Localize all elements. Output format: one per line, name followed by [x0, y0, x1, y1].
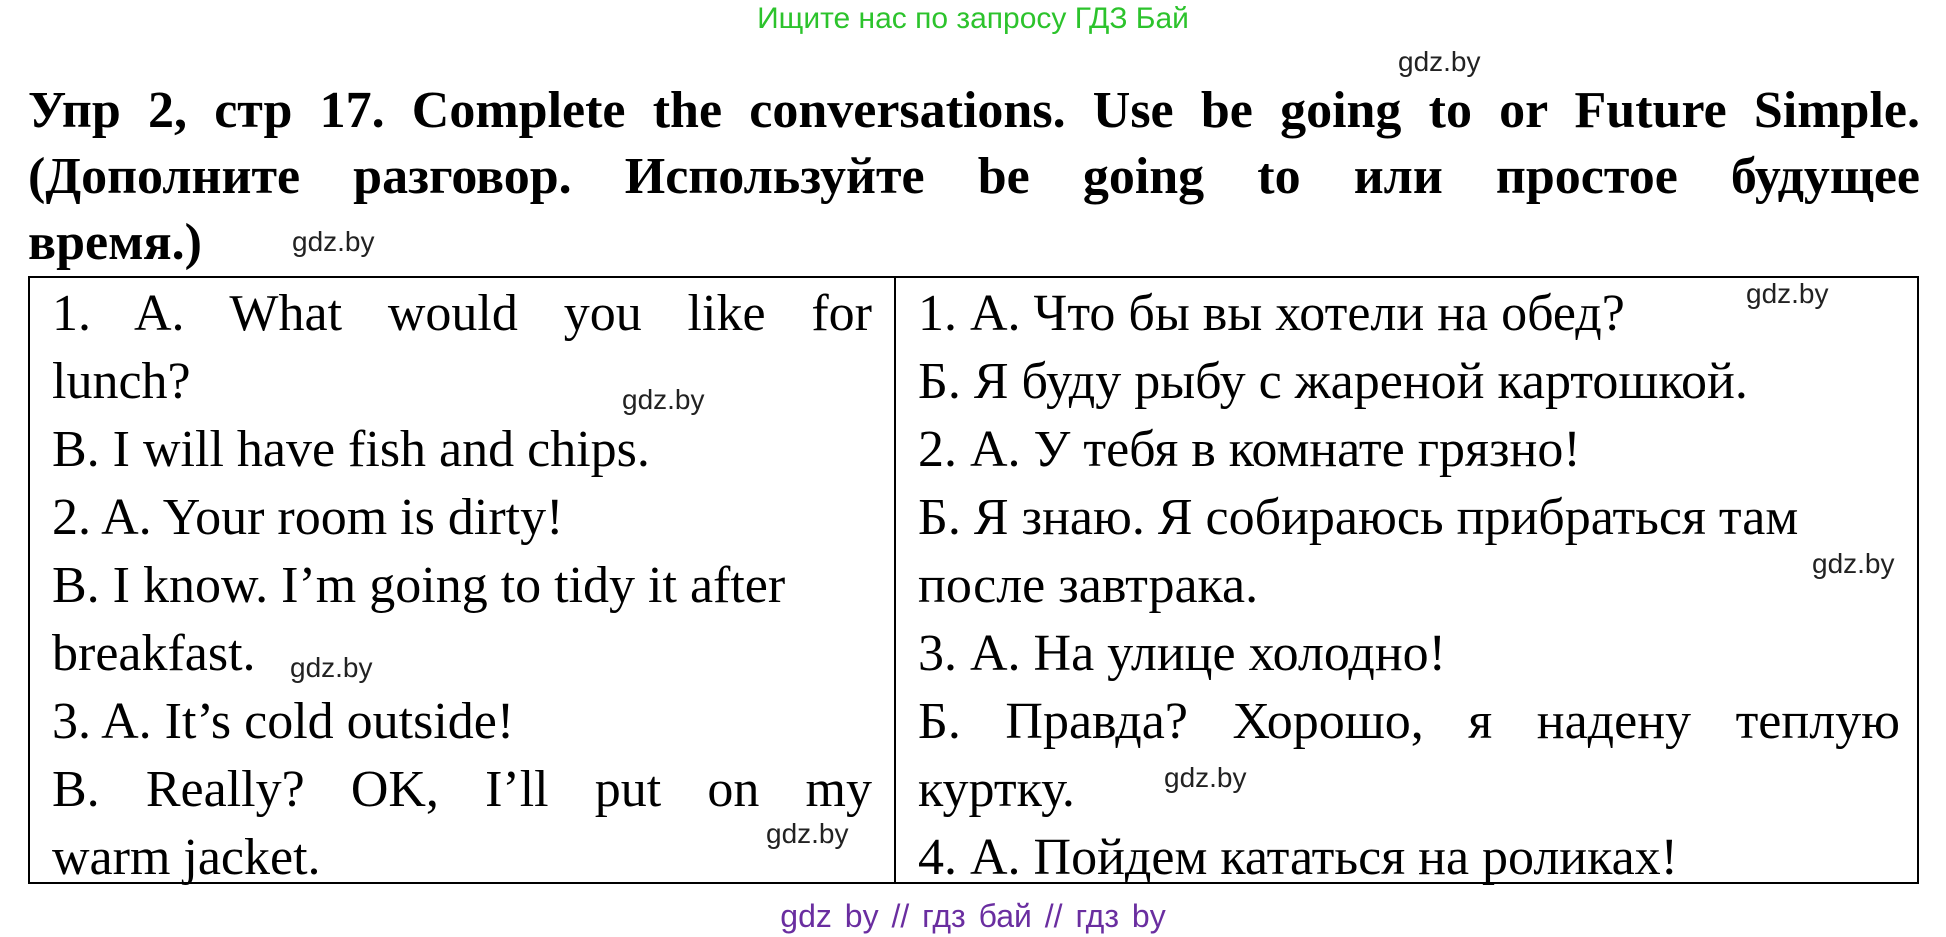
- footer-watermark: gdz by // гдз бай // гдз by: [780, 898, 1166, 934]
- table-row: 4. А. Пойдем кататься на роликах!: [918, 829, 1678, 886]
- table-row: 2. A. Your room is dirty!: [52, 489, 564, 546]
- table-row: B. I know. I’m going to tidy it after: [52, 557, 786, 614]
- table-row: 1. А. Что бы вы хотели на обед?: [918, 285, 1625, 342]
- watermark: gdz.by: [1746, 278, 1829, 309]
- table-row: B. I will have fish and chips.: [52, 421, 650, 478]
- table-row: 3. A. It’s cold outside!: [52, 693, 515, 750]
- table-row: куртку.: [918, 761, 1075, 818]
- site-banner: Ищите нас по запросу ГДЗ Бай: [757, 2, 1189, 35]
- title-line-2: (Дополните разговор. Используйте be going to или простое будущее: [28, 148, 1920, 205]
- watermark: gdz.by: [292, 226, 375, 257]
- table-row: после завтрака.: [918, 557, 1259, 614]
- watermark: gdz.by: [766, 818, 849, 849]
- table-row: 3. А. На улице холодно!: [918, 625, 1446, 682]
- table-row: 1. A. What would you like for: [52, 285, 872, 342]
- watermark: gdz.by: [290, 652, 373, 683]
- table-row: 2. А. У тебя в комнате грязно!: [918, 421, 1581, 478]
- table-row: lunch?: [52, 353, 191, 410]
- conversation-table: [28, 276, 1919, 884]
- title-line-1: Упр 2, стр 17. Complete the conversations. Use be going to or Future Simple.: [28, 82, 1920, 139]
- table-row: B. Really? OK, I’ll put on my: [52, 761, 872, 818]
- table-row: breakfast.: [52, 625, 256, 682]
- column-divider: [894, 278, 896, 882]
- russian-column: [918, 280, 1900, 892]
- table-row: Б. Я буду рыбу с жареной картошкой.: [918, 353, 1748, 410]
- watermark: gdz.by: [1398, 46, 1481, 77]
- watermark: gdz.by: [1812, 548, 1895, 579]
- english-column: [52, 280, 872, 892]
- table-row: Б. Я знаю. Я собираюсь прибраться там: [918, 489, 1799, 546]
- title-line-3: время.): [28, 214, 202, 271]
- table-row: warm jacket.: [52, 829, 321, 886]
- table-row: Б. Правда? Хорошо, я надену теплую: [918, 693, 1900, 750]
- watermark: gdz.by: [622, 384, 705, 415]
- watermark: gdz.by: [1164, 762, 1247, 793]
